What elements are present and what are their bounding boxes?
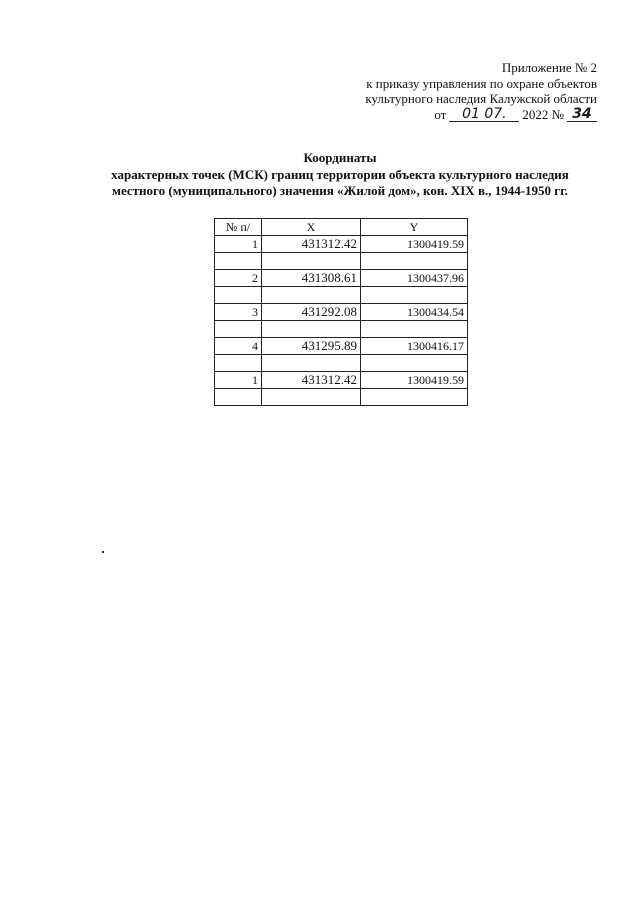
table-row — [215, 389, 468, 406]
table-row — [215, 372, 468, 389]
title-heading: Координаты — [303, 150, 377, 165]
table-header-row — [215, 219, 468, 236]
handwritten-order-number: 34 — [567, 107, 597, 122]
cell-x: 431312.42 — [262, 372, 361, 389]
table-row — [215, 355, 468, 372]
cell-x — [262, 389, 361, 406]
cell-y: 1300434.54 — [361, 304, 468, 321]
cell-number — [215, 253, 262, 270]
title-line-2: местного (муниципального) значения «Жилой дом», кон. XIX в., 1944-1950 гг. — [112, 183, 568, 198]
table-row — [215, 253, 468, 270]
cell-x: 431312.42 — [262, 236, 361, 253]
table-row — [215, 236, 468, 253]
appendix-header — [365, 60, 597, 122]
cell-y — [361, 389, 468, 406]
cell-y — [361, 287, 468, 304]
cell-number: 1 — [215, 236, 262, 253]
coordinates-table — [214, 218, 468, 406]
table-row — [215, 270, 468, 287]
cell-x — [262, 355, 361, 372]
cell-x — [262, 253, 361, 270]
table-row — [215, 287, 468, 304]
cell-y: 1300419.59 — [361, 236, 468, 253]
header-x: X — [262, 219, 361, 236]
cell-number: 2 — [215, 270, 262, 287]
stray-dot-mark — [102, 551, 104, 553]
table-row — [215, 304, 468, 321]
cell-number: 4 — [215, 338, 262, 355]
cell-y: 1300437.96 — [361, 270, 468, 287]
table-row — [215, 338, 468, 355]
cell-number: 1 — [215, 372, 262, 389]
cell-number — [215, 321, 262, 338]
header-number: № п/ — [215, 219, 262, 236]
cell-y — [361, 355, 468, 372]
cell-x — [262, 287, 361, 304]
cell-number — [215, 355, 262, 372]
cell-number — [215, 389, 262, 406]
cell-x: 431308.61 — [262, 270, 361, 287]
from-label: от — [434, 106, 447, 122]
table-row — [215, 321, 468, 338]
appendix-title: Приложение № 2 — [501, 60, 597, 75]
cell-x — [262, 321, 361, 338]
cell-x: 431292.08 — [262, 304, 361, 321]
cell-y: 1300416.17 — [361, 338, 468, 355]
title-line-1: характерных точек (МСК) границ территории объекта культурного наследия — [111, 167, 569, 182]
header-y: Y — [361, 219, 468, 236]
cell-y — [361, 321, 468, 338]
year-number-label: 2022 № — [522, 106, 564, 122]
cell-y: 1300419.59 — [361, 372, 468, 389]
appendix-authority: культурного наследия Калужской области — [365, 91, 597, 106]
cell-y — [361, 253, 468, 270]
cell-x: 431295.89 — [262, 338, 361, 355]
document-title — [80, 150, 600, 199]
appendix-order-ref: к приказу управления по охране объектов — [366, 75, 597, 91]
cell-number: 3 — [215, 304, 262, 321]
appendix-date-row — [434, 107, 597, 123]
cell-number — [215, 287, 262, 304]
handwritten-date: 01 07. — [449, 107, 519, 122]
